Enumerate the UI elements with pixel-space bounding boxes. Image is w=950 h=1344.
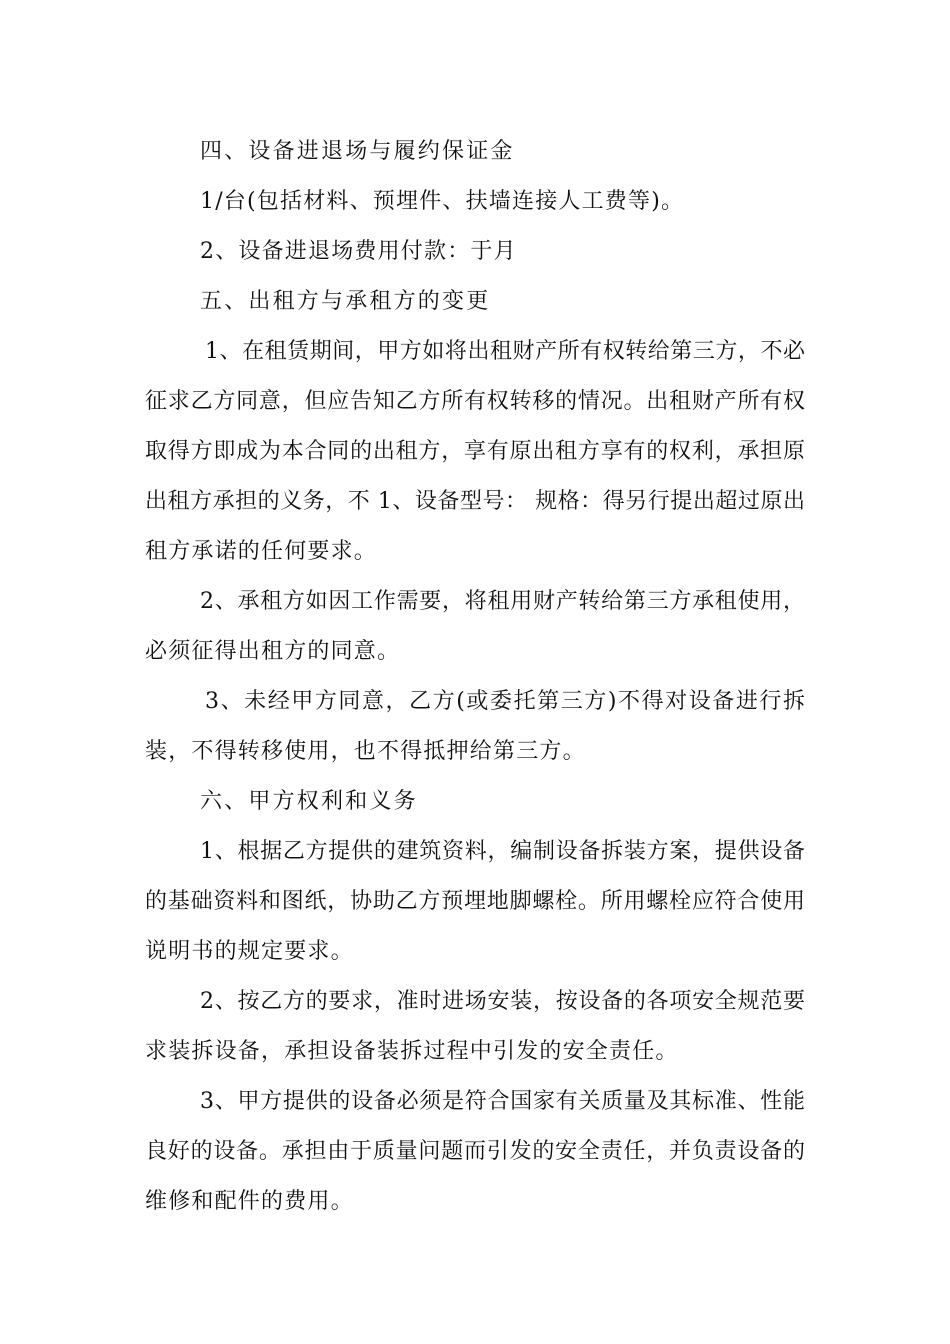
text-line: 1/台(包括材料、预埋件、扶墙连接人工费等)。 — [200, 189, 685, 214]
paragraph-line: 征求乙方同意，但应告知乙方所有权转移的情况。出租财产所有权 — [145, 389, 805, 414]
text-line: 2、设备进退场费用付款：于月 — [200, 239, 517, 264]
paragraph-line: 1、在租赁期间，甲方如将出租财产所有权转给第三方，不必 — [205, 339, 805, 364]
paragraph-line: 的基础资料和图纸，协助乙方预埋地脚螺栓。所用螺栓应符合使用 — [145, 889, 805, 914]
paragraph-line: 求装拆设备，承担设备装拆过程中引发的安全责任。 — [145, 1039, 679, 1064]
paragraph-line: 必须征得出租方的同意。 — [145, 639, 401, 664]
section-heading-5: 五、出租方与承租方的变更 — [200, 289, 491, 314]
paragraph-line: 2、按乙方的要求，准时进场安装，按设备的各项安全规范要 — [200, 989, 805, 1014]
paragraph-line: 3、未经甲方同意，乙方(或委托第三方)不得对设备进行拆 — [205, 689, 805, 714]
paragraph-line: 出租方承担的义务，不 1、设备型号： 规格：得另行提出超过原出 — [145, 489, 805, 514]
paragraph-line: 装，不得转移使用，也不得抵押给第三方。 — [145, 739, 586, 764]
paragraph-line: 3、甲方提供的设备必须是符合国家有关质量及其标准、性能 — [200, 1089, 805, 1114]
section-heading-4: 四、设备进退场与履约保证金 — [200, 139, 515, 164]
paragraph-line: 说明书的规定要求。 — [145, 939, 354, 964]
paragraph-line: 维修和配件的费用。 — [145, 1189, 354, 1214]
paragraph-line: 良好的设备。承担由于质量问题而引发的安全责任，并负责设备的 — [145, 1139, 805, 1164]
paragraph-line: 2、承租方如因工作需要，将租用财产转给第三方承租使用， — [200, 589, 805, 614]
paragraph-line: 租方承诺的任何要求。 — [145, 539, 378, 564]
paragraph-line: 取得方即成为本合同的出租方，享有原出租方享有的权利，承担原 — [145, 439, 805, 464]
section-heading-6: 六、甲方权利和义务 — [200, 789, 418, 814]
paragraph-line: 1、根据乙方提供的建筑资料，编制设备拆装方案，提供设备 — [200, 839, 805, 864]
